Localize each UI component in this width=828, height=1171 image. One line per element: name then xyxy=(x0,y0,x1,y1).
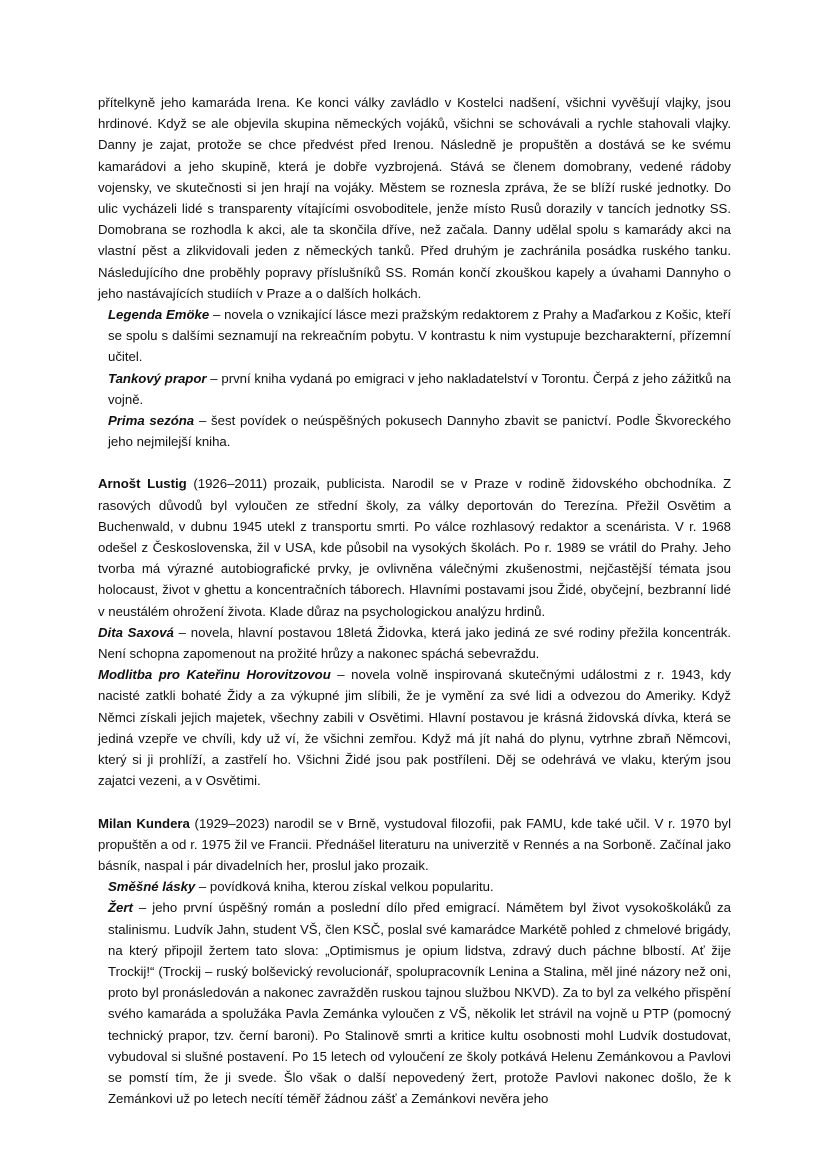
work-title: Směšné lásky xyxy=(108,879,196,895)
work-description: – první kniha vydaná po emigraci v jeho nakladatelství v Torontu. Čerpá z jeho zážitků na vojně. xyxy=(108,370,731,407)
section-spacer xyxy=(98,452,731,473)
author-bio: (1926–2011) prozaik, publicista. Narodil se v Praze v rodině židovského obchodníka. Z rasových důvodů byl vyloučen ze střední školy, za války deportován do Terezína. Přežil Osvětim a Buchenwald, v dubnu 1945 utekl z transportu smrti. Po válce rozhlasový redaktor a scenárista. V r. 1968 odešel z Československa, žil v USA, kde působil na vysokých školách. Po r. 1989 se vrátil do Prahy. Jeho tvorba má výrazné autobiografické prvky, je ovlivněna válečnými zkušenostmi, nejčastější témata jsou holocaust, život v ghettu a koncentračních táborech. Hlavními postavami jsou Židé, obyčejní, bezbranní lidé v neustálém ohrožení života. Klade důraz na psychologickou analýzu hrdinů. xyxy=(98,476,731,619)
skvorecky-intro-paragraph: přítelkyně jeho kamaráda Irena. Ke konci války zavládlo v Kostelci nadšení, všichni vyvěšují vlajky, jsou hrdinové. Když se ale objevila skupina německých vojáků, všichni se schovávali a rychle stahovali vlajky. Danny je zajat, protože se chce předvést před Irenou. Následně je propuštěn a dostává se ke svému kamarádovi a jeho skupině, která je dobře vyzbrojená. Stává se členem domobrany, vedené rádoby vojensky, ve skutečnosti si jen hrají na vojáky. Městem se roznesla zpráva, že se blíží ruské jednotky. Do ulic vycházeli lidé s transparenty vítajícími osvoboditele, jenže místo Rusů dorazily v tancích jednotky SS. Domobrana se rozhodla k akci, ale ta skončila dříve, než začala. Danny udělal spolu s kamarády akci na vlastní pěst a zlikvidovali jeden z německých tanků. Před druhým je zachránila posádka ruského tanku. Následujícího dne proběhly popravy příslušníků SS. Román končí zkouškou kapely a úvahami Dannyho o jeho nastávajících studiích v Praze a o dalších holkách. xyxy=(98,95,731,301)
work-description: – šest povídek o neúspěšných pokusech Dannyho zbavit se panictví. Podle Škvoreckého jeho nejmilejší kniha. xyxy=(108,413,732,450)
work-prima-sezona xyxy=(98,410,731,452)
work-title: Dita Saxová xyxy=(98,624,174,640)
kundera-bio-paragraph xyxy=(98,813,731,877)
work-smesne-lasky xyxy=(98,876,731,897)
work-description: – jeho první úspěšný román a poslední dílo před emigrací. Námětem byl život vysokoškoláků za stalinismu. Ludvík Jahn, student VŠ, člen KSČ, poslal své kamarádce Markétě pohled z chmelové brigády, na který připojil žertem tato slova: „Optimismus je opium lidstva, zdravý duch páchne blbostí. Ať žije Trockij!“ (Trockij – ruský bolševický revolucionář, spolupracovník Lenina a Stalina, měl jiné názory než oni, proto byl pronásledován a nakonec zavražděn ruskou tajnou službou NKVD). Za to byl za velkého přispění svého kamaráda a spolužáka Pavla Zemánka vyloučen z VŠ, několik let strávil na vojně u PTP (pomocný technický prapor, tzv. černí baroni). Po Stalinově smrti a kritice kultu osobnosti mohl Ludvík dostudovat, vybudoval si slušné postavení. Po 15 letech od vyloučení ze školy potkává Helenu Zemánkovou a Pavlovi se pomstí tím, že ji svede. Šlo však o další nepovedený žert, protože Pavlovi nakonec došlo, že k Zemánkovi už po letech necítí téměř žádnou zášť a Zemánkovi nevěra jeho xyxy=(108,900,731,1107)
work-tankovy-prapor xyxy=(98,368,731,410)
work-title: Žert xyxy=(108,900,133,916)
work-title: Prima sezóna xyxy=(108,413,195,429)
work-description: – novela volně inspirovaná skutečnými událostmi z r. 1943, kdy nacisté zatkli bohaté Židy a za výkupné jim slíbili, že je vymění za své lidi a odvezou do Ameriky. Když Němci získali jejich majetek, všechny zabili v Osvětimi. Hlavní postavou je krásná židovská dívka, která se jediná vzepře ve chvíli, kdy už ví, že všichni zemřou. Když má jít nahá do plynu, vytrhne zbraň Němcovi, který si ji prohlíží, a zastřelí ho. Všichni Židé jsou pak postříleni. Děj se odehrává ve vlaku, kterým jsou zajatci vezeni, a v Osvětimi. xyxy=(98,667,731,789)
work-description: – novela, hlavní postavou 18letá Židovka, která jako jediná ze své rodiny přežila koncentrák. Není schopna zapomenout na prožité hrůzy a nakonec spáchá sebevraždu. xyxy=(98,624,731,662)
author-name: Milan Kundera xyxy=(98,815,190,831)
work-title: Modlitba pro Kateřinu Horovitzovou xyxy=(98,667,331,683)
author-name: Arnošt Lustig xyxy=(98,476,187,492)
work-description: – novela o vznikající lásce mezi pražským redaktorem z Prahy a Maďarkou z Košic, kteří se spolu s dalšími seznamují na rekreačním pobytu. V kontrastu k nim vystupuje bezcharakterní, přízemní učitel. xyxy=(108,307,731,365)
work-title: Legenda Emöke xyxy=(108,307,210,323)
lustig-bio-paragraph xyxy=(98,473,731,621)
section-spacer xyxy=(98,792,731,813)
work-zert xyxy=(98,897,731,1109)
work-modlitba-pro-katerinu xyxy=(98,664,731,791)
work-dita-saxova xyxy=(98,622,731,664)
work-legenda-emoke xyxy=(98,304,731,368)
work-description: – povídková kniha, kterou získal velkou popularitu. xyxy=(195,879,494,895)
work-title: Tankový prapor xyxy=(108,370,207,386)
author-bio: (1929–2023) narodil se v Brně, vystudoval filozofii, pak FAMU, kde také učil. V r. 1970 byl propuštěn a od r. 1975 žil ve Francii. Přednášel literaturu na univerzitě v Rennés a na Sorboně. Začínal jako básník, naspal i pár divadelních her, proslul jako prozaik. xyxy=(98,815,731,873)
